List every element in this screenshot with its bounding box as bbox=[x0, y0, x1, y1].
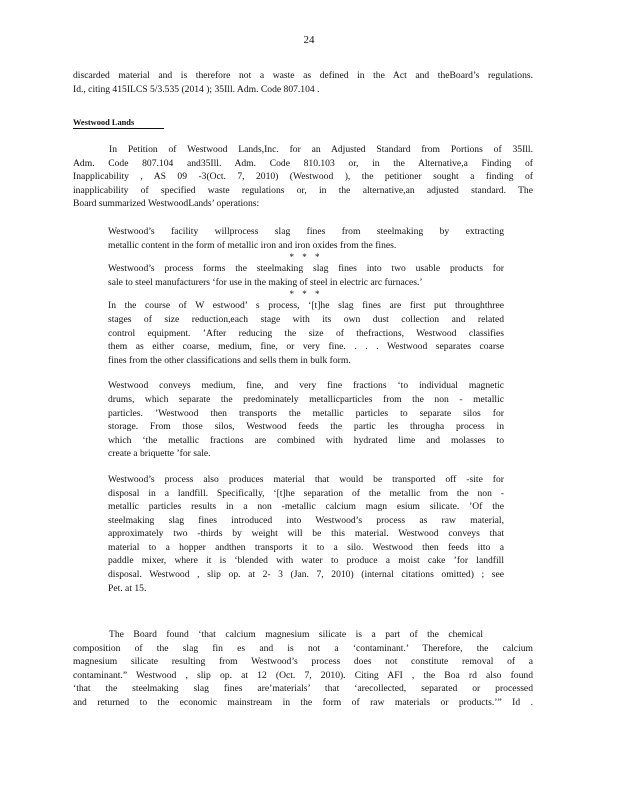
intro-paragraph bbox=[73, 143, 533, 211]
quote-line: steelmaking slag fines introduced into Westwood’s process as raw material, bbox=[108, 514, 504, 526]
quote-line: metallic content in the form of metallic iron and iron oxides from the fines. bbox=[108, 239, 397, 251]
text-line: contaminant.” Westwood , slip op. at 12 (Oct. 7, 2010). Citing AFI , the Boa rd also found bbox=[73, 669, 533, 681]
quote-line: storage. From those silos, Westwood feeds the partic les througha process in bbox=[108, 421, 504, 433]
quote-line: create a briquette ’for sale. bbox=[108, 448, 211, 460]
quote-line: Westwood’s facility willprocess slag fines from steelmaking by extracting bbox=[108, 226, 504, 237]
ellipsis-stars: * * * bbox=[289, 252, 323, 263]
page-number: 24 bbox=[303, 34, 315, 46]
quote-line: stages of size reduction,each stage with its own dust collection and related bbox=[108, 313, 504, 325]
ellipsis-stars: * * * bbox=[289, 289, 323, 300]
text-line: ‘that the steelmaking slag fines are’materials’ that ‘arecollected, separated or processed bbox=[73, 683, 533, 695]
quote-line: Pet. at 15. bbox=[108, 582, 147, 594]
text-line: The Board found ‘that calcium magnesium silicate is a part of the chemical bbox=[109, 629, 483, 640]
text-line: and returned to the economic mainstream in the form of raw materials or products.’” Id . bbox=[73, 696, 533, 708]
quote-line: Westwood’s process also produces material that would be transported off -site for bbox=[108, 473, 504, 485]
text-line: Inapplicability , AS 09 -3(Oct. 7, 2010) (Westwood ), the petitioner sought a finding of bbox=[73, 171, 533, 183]
quote-block bbox=[108, 225, 504, 595]
text-line: In Petition of Westwood Lands,Inc. for an Adjusted Standard from Portions of 35Ill. bbox=[109, 144, 533, 155]
quote-line: fines from the other classifications and sells them in bulk form. bbox=[108, 354, 351, 366]
quote-line: sale to steel manufacturers ‘for use in the making of steel in electric arc furnaces.’ bbox=[108, 276, 423, 288]
text-line: magnesium silicate resulting from Westwood’s process does not constitute removal of a bbox=[73, 656, 533, 668]
text-line: composition of the slag fin es and is not a ‘contaminant.’ Therefore, the calcium bbox=[73, 642, 533, 654]
quote-gap bbox=[108, 461, 504, 473]
quote-line: metallic particles results in a non -metallic calcium magn esium silicate. ’Of the bbox=[108, 501, 504, 513]
text-line: inapplicability of specified waste regulations or, in the alternative,an adjusted standard. The bbox=[73, 184, 533, 196]
quote-line: disposal. Westwood , slip op. at 2- 3 (Jan. 7, 2010) (internal citations omitted) ; see bbox=[108, 569, 504, 581]
quote-line: particles. ’Westwood then transports the metallic particles to separate silos for bbox=[108, 407, 504, 419]
text-line: discarded material and is therefore not a waste as defined in the Act and theBoard’s regulations. bbox=[73, 70, 533, 81]
quote-line: drums, which separate the predominately metallicparticles from the non - metallic bbox=[108, 393, 504, 405]
section-heading: Westwood Lands bbox=[73, 117, 164, 129]
text-line: Board summarized WestwoodLands’ operations: bbox=[73, 198, 260, 210]
text-line: Id., citing 415ILCS 5/3.535 (2014 ); 35Ill. Adm. Code 807.104 . bbox=[73, 83, 320, 95]
top-paragraph bbox=[73, 69, 533, 96]
quote-line: approximately two -thirds by weight will be this material. Westwood conveys that bbox=[108, 528, 504, 540]
quote-line: which ‘the metallic fractions are combined with hydrated lime and molasses to bbox=[108, 434, 504, 446]
quote-gap bbox=[108, 367, 504, 379]
quote-line: disposal in a landfill. Specifically, ‘[t]he separation of the metallic from the non - bbox=[108, 487, 504, 499]
quote-line: material to a hopper andthen transports it to a silo. Westwood then feeds itto a bbox=[108, 541, 504, 553]
quote-line: control equipment. ’After reducing the size of thefractions, Westwood classifies bbox=[108, 327, 504, 339]
quote-line: In the course of W estwood’ s process, ‘[t]he slag fines are first put throughthree bbox=[108, 300, 504, 312]
closing-paragraph bbox=[73, 628, 533, 710]
quote-line: paddle mixer, where it is ‘blended with water to produce a moist cake ’for landfill bbox=[108, 555, 504, 567]
quote-line: Westwood conveys medium, fine, and very fine fractions ‘to individual magnetic bbox=[108, 380, 504, 392]
quote-line: Westwood’s process forms the steelmaking slag fines into two usable products for bbox=[108, 263, 504, 275]
quote-line: them as either coarse, medium, fine, or very fine. . . . Westwood separates coarse bbox=[108, 341, 504, 353]
text-line: Adm. Code 807.104 and35Ill. Adm. Code 810.103 or, in the Alternative,a Finding of bbox=[73, 157, 533, 169]
